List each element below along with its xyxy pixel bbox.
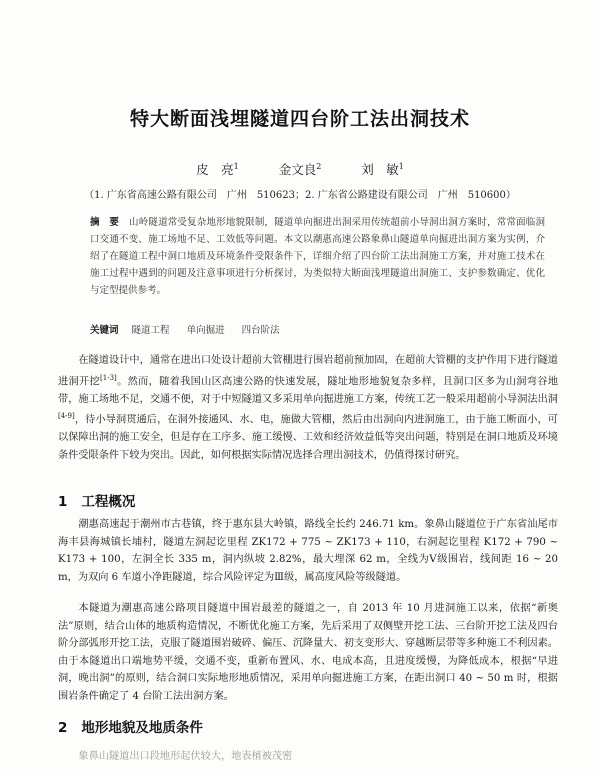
section-number: 1 [58, 494, 68, 510]
intro-paragraph [58, 352, 558, 464]
section-title: 工程概况 [81, 494, 136, 510]
section-number: 2 [58, 720, 68, 736]
body-paragraph: 本隧道为潮惠高速公路项目隧道中围岩最差的隧道之一，自 2013 年 10 月进洞施工以来，依据“新奥法”原则，结合山体的地质构造情况，不断优化施工方案，先后采用了双侧壁开挖工法、三台阶开挖工法及四台阶分部弧形开挖工法，克服了隧道围岩破碎、偏压、沉降量大、初支变形大、穿越断层带等多种施工不利因素。由于本隧道出口端地势平缓，交通不变，重新布置风、水、电成本高，且进度缓慢，为降低成本，根据“早进洞，晚出洞”的原则，结合洞口实际地形地质情况，采用单向掘进施工方案，在距出洞口 40 ~ 50 m 时，根据围岩条件确定了 4 台阶工法出洞方案。 [58, 603, 558, 702]
author-name: 皮 亮 [196, 162, 234, 177]
abstract [90, 214, 545, 299]
keyword: 单向掘进 [186, 325, 225, 336]
citation-ref[interactable]: [4-9] [58, 412, 75, 421]
keyword: 四台阶法 [241, 325, 280, 336]
keyword: 隧道工程 [131, 325, 170, 336]
affiliation-mark: 2 [316, 161, 322, 171]
author-list [0, 160, 600, 178]
intro-text: 。然而，随着我国山区高速公路的快速发展，隧址地形地貌复杂多样，且洞口区多为山洞弯谷地带，施工场地不足，交通不便，对于中短隧道又多采用单向掘进施工方案，传统工艺一般采用超前小导洞法出洞 [58, 375, 559, 405]
citation-ref[interactable]: [1-3] [100, 373, 117, 382]
keywords-label: 关键词 [90, 325, 119, 336]
author [196, 160, 239, 178]
author-name: 刘 敏 [361, 162, 399, 177]
abstract-text: 山岭隧道常受复杂地形地貌限制，隧道单向掘进出洞采用传统超前小导洞出洞方案时，常常面临洞口交通不变、施工场地不足、工效低等问题。本文以潮惠高速公路象鼻山隧道单向掘进出洞方案为实例，介绍了在隧道工程中洞口地质及环境条件受限条件下，详细介绍了四台阶工法出洞施工方案，并对施工技术在施工过程中遇到的问题及注意事项进行分析探讨，为类似特大断面浅埋隧道出洞施工、支护参数确定、优化与定型提供参考。 [90, 217, 545, 296]
author-name: 金文良 [278, 162, 317, 177]
abstract-label: 摘 要 [90, 217, 120, 228]
keywords [90, 322, 545, 336]
section-heading [58, 490, 135, 510]
author [361, 160, 404, 178]
paper-title: 特大断面浅埋隧道四台阶工法出洞技术 [129, 108, 470, 130]
section-heading [58, 716, 203, 736]
affiliation: （1. 广东省高速公路有限公司 广州 510623；2. 广东省公路建设有限公司 广州 510600） [84, 190, 516, 201]
intro-text: 在隧道设计中，通常在进出口处设计超前大管棚进行围岩超前预加固，在超前大管棚的支护作用下进行隧道进洞开挖 [58, 355, 558, 387]
intro-text: ，待小导洞贯通后，在洞外接通风、水、电，施做大管棚，然后由出洞向内进洞施工，由于施工断面小，可以保障出洞的施工安全，但是存在工序多、施工缓慢、工效和经济效益低等突出问题，特别是在洞口地质及环境条件受限条件下较为突出。因此，如何根据实际情况选择合理出洞技术，仍值得探讨研究。 [58, 414, 558, 461]
affiliation-mark: 1 [398, 161, 404, 171]
affiliation-mark: 1 [233, 161, 239, 171]
author [279, 160, 322, 178]
body-paragraph-cut: 象鼻山隧道出口段地形起伏较大，地表植被茂密 [78, 751, 293, 762]
section-title: 地形地貌及地质条件 [81, 720, 203, 736]
body-paragraph: 潮惠高速起于潮州市古巷镇，终于惠东县大岭镇，路线全长约 246.71 km。象鼻山隧道位于广东省汕尾市海丰县海城镇长埔村，隧道左洞起讫里程 ZK172 + 775 ~ ZK173 + 110，右洞起讫里程 K172 + 790 ~ K173 + 100，左洞全长 335 m，洞内纵坡 2.82%，最大埋深 62 m，全线为Ⅴ级围岩，线间距 16 ~ 20 m，为双向 6 车道小净距隧道，综合风险评定为Ⅲ级，属高度风险等级隧道。 [58, 519, 558, 583]
